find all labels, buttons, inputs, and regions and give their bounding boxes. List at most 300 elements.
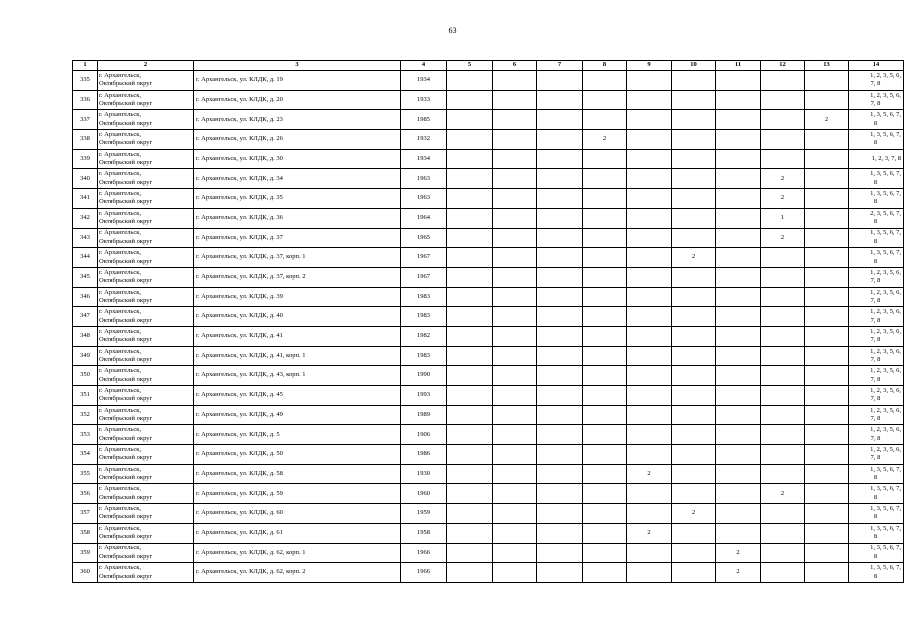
value-cell-col-9 bbox=[627, 189, 672, 209]
value-cell-col-11 bbox=[716, 445, 761, 465]
value-cell-col-9 bbox=[627, 543, 672, 563]
address-cell: г. Архангельск, ул. КЛДК, д. 61 bbox=[194, 523, 401, 543]
value-cell-col-10 bbox=[672, 169, 716, 189]
table-row bbox=[73, 248, 904, 268]
location-line: г. Архангельск, bbox=[99, 327, 141, 335]
value-cell-col-12 bbox=[761, 346, 805, 366]
location-line: г. Архангельск, bbox=[99, 446, 141, 453]
table-row bbox=[73, 189, 904, 209]
codes-line: 1, 3, 5, 6, 7, bbox=[870, 190, 901, 198]
row-number: 337 bbox=[73, 110, 98, 130]
value-cell-col-5 bbox=[447, 90, 493, 110]
value-cell-col-13 bbox=[805, 425, 849, 445]
value-cell-col-5 bbox=[447, 71, 493, 91]
value-cell-col-9 bbox=[627, 504, 672, 524]
value-cell-col-12 bbox=[761, 445, 805, 465]
value-cell-col-7 bbox=[537, 169, 583, 189]
year-cell: 1963 bbox=[401, 189, 447, 209]
value-cell-col-6 bbox=[493, 169, 537, 189]
value-cell-col-9 bbox=[627, 267, 672, 287]
value-cell-col-7 bbox=[537, 464, 583, 484]
location-line: Октябрьский округ bbox=[99, 198, 153, 206]
location-line: Октябрьский округ bbox=[99, 100, 153, 108]
codes-line: 1, 2, 3, 5, 6, bbox=[870, 308, 901, 316]
codes-line: 1, 2, 3, 5, 6, bbox=[870, 367, 901, 375]
value-cell-col-10 bbox=[672, 71, 716, 91]
codes-line: 8 bbox=[873, 493, 878, 501]
value-cell-col-11 bbox=[716, 366, 761, 386]
location-cell bbox=[98, 130, 194, 150]
address-cell: г. Архангельск, ул. КЛДК, д. 59 bbox=[194, 484, 401, 504]
codes-line: 7, 8 bbox=[870, 415, 881, 423]
codes-line: 7, 8 bbox=[870, 454, 881, 462]
location-line: г. Архангельск, bbox=[99, 131, 141, 138]
location-line: г. Архангельск, bbox=[99, 71, 141, 79]
value-cell-col-13: 2 bbox=[805, 110, 849, 130]
value-cell-col-11 bbox=[716, 130, 761, 150]
value-cell-col-10 bbox=[672, 464, 716, 484]
value-cell-col-11: 2 bbox=[716, 563, 761, 583]
value-cell-col-6 bbox=[493, 130, 537, 150]
value-cell-col-7 bbox=[537, 523, 583, 543]
codes-cell bbox=[849, 228, 904, 248]
value-cell-col-6 bbox=[493, 149, 537, 169]
codes-line: 8 bbox=[873, 257, 878, 265]
codes-line: 8 bbox=[873, 139, 878, 147]
value-cell-col-9 bbox=[627, 405, 672, 425]
value-cell-col-9 bbox=[627, 287, 672, 307]
year-cell: 1967 bbox=[401, 267, 447, 287]
value-cell-col-13 bbox=[805, 405, 849, 425]
table-row bbox=[73, 208, 904, 228]
value-cell-col-12 bbox=[761, 267, 805, 287]
codes-line: 1, 3, 5, 6, 7, bbox=[870, 249, 901, 257]
value-cell-col-5 bbox=[447, 543, 493, 563]
value-cell-col-5 bbox=[447, 189, 493, 209]
value-cell-col-8 bbox=[583, 346, 627, 366]
location-cell bbox=[98, 543, 194, 563]
value-cell-col-9 bbox=[627, 149, 672, 169]
value-cell-col-9 bbox=[627, 228, 672, 248]
address-cell: г. Архангельск, ул. КЛДК, д. 49 bbox=[194, 405, 401, 425]
row-number: 360 bbox=[73, 563, 98, 583]
codes-line: 8 bbox=[873, 119, 878, 127]
value-cell-col-5 bbox=[447, 110, 493, 130]
value-cell-col-10 bbox=[672, 346, 716, 366]
row-number: 359 bbox=[73, 543, 98, 563]
codes-line: 8 bbox=[873, 552, 878, 560]
value-cell-col-6 bbox=[493, 504, 537, 524]
value-cell-col-7 bbox=[537, 445, 583, 465]
row-number: 349 bbox=[73, 346, 98, 366]
codes-cell bbox=[849, 208, 904, 228]
value-cell-col-13 bbox=[805, 208, 849, 228]
value-cell-col-6 bbox=[493, 248, 537, 268]
value-cell-col-8 bbox=[583, 464, 627, 484]
value-cell-col-7 bbox=[537, 543, 583, 563]
row-number: 342 bbox=[73, 208, 98, 228]
row-number: 346 bbox=[73, 287, 98, 307]
value-cell-col-12 bbox=[761, 307, 805, 327]
codes-cell bbox=[849, 504, 904, 524]
value-cell-col-5 bbox=[447, 208, 493, 228]
location-line: г. Архангельск, bbox=[99, 308, 141, 316]
value-cell-col-5 bbox=[447, 287, 493, 307]
value-cell-col-7 bbox=[537, 130, 583, 150]
address-cell: г. Архангельск, ул. КЛДК, д. 34 bbox=[194, 169, 401, 189]
value-cell-col-5 bbox=[447, 366, 493, 386]
value-cell-col-6 bbox=[493, 287, 537, 307]
value-cell-col-11 bbox=[716, 208, 761, 228]
value-cell-col-8 bbox=[583, 208, 627, 228]
row-number: 357 bbox=[73, 504, 98, 524]
row-number: 340 bbox=[73, 169, 98, 189]
value-cell-col-10 bbox=[672, 523, 716, 543]
value-cell-col-13 bbox=[805, 90, 849, 110]
value-cell-col-13 bbox=[805, 149, 849, 169]
codes-line: 1, 2, 3, 5, 6, bbox=[870, 71, 901, 79]
value-cell-col-5 bbox=[447, 405, 493, 425]
location-cell bbox=[98, 405, 194, 425]
value-cell-col-11 bbox=[716, 71, 761, 91]
address-cell: г. Архангельск, ул. КЛДК, д. 45 bbox=[194, 386, 401, 406]
value-cell-col-7 bbox=[537, 386, 583, 406]
value-cell-col-6 bbox=[493, 208, 537, 228]
table-row bbox=[73, 90, 904, 110]
row-number: 352 bbox=[73, 405, 98, 425]
value-cell-col-9 bbox=[627, 386, 672, 406]
codes-cell bbox=[849, 445, 904, 465]
value-cell-col-10 bbox=[672, 445, 716, 465]
table-row bbox=[73, 307, 904, 327]
value-cell-col-9 bbox=[627, 346, 672, 366]
location-line: Октябрьский округ bbox=[99, 395, 153, 403]
value-cell-col-9 bbox=[627, 248, 672, 268]
location-cell bbox=[98, 326, 194, 346]
value-cell-col-12 bbox=[761, 287, 805, 307]
row-number: 341 bbox=[73, 189, 98, 209]
row-number: 339 bbox=[73, 149, 98, 169]
location-line: г. Архангельск, bbox=[99, 111, 141, 119]
codes-line: 1, 3, 5, 6, 7, bbox=[870, 564, 901, 572]
value-cell-col-6 bbox=[493, 110, 537, 130]
location-cell bbox=[98, 267, 194, 287]
value-cell-col-7 bbox=[537, 563, 583, 583]
value-cell-col-9 bbox=[627, 484, 672, 504]
location-line: г. Архангельск, bbox=[99, 91, 141, 99]
value-cell-col-11: 2 bbox=[716, 543, 761, 563]
address-cell: г. Архангельск, ул. КЛДК, д. 41 bbox=[194, 326, 401, 346]
value-cell-col-8 bbox=[583, 248, 627, 268]
address-cell: г. Архангельск, ул. КЛДК, д. 41, корп. 1 bbox=[194, 346, 401, 366]
table-row bbox=[73, 523, 904, 543]
value-cell-col-11 bbox=[716, 228, 761, 248]
value-cell-col-13 bbox=[805, 346, 849, 366]
codes-cell bbox=[849, 563, 904, 583]
value-cell-col-6 bbox=[493, 267, 537, 287]
address-cell: г. Архангельск, ул. КЛДК, д. 39 bbox=[194, 287, 401, 307]
table-row bbox=[73, 110, 904, 130]
value-cell-col-7 bbox=[537, 366, 583, 386]
value-cell-col-6 bbox=[493, 228, 537, 248]
year-cell: 1993 bbox=[401, 386, 447, 406]
address-cell: г. Архангельск, ул. КЛДК, д. 30 bbox=[194, 149, 401, 169]
col-header-14: 14 bbox=[849, 61, 904, 71]
codes-line: 1, 2, 3, 5, 6, bbox=[870, 288, 901, 296]
value-cell-col-12 bbox=[761, 425, 805, 445]
value-cell-col-12 bbox=[761, 149, 805, 169]
value-cell-col-10: 2 bbox=[672, 248, 716, 268]
codes-line: 1, 3, 5, 6, 7, bbox=[870, 170, 901, 178]
table-row bbox=[73, 563, 904, 583]
location-cell bbox=[98, 71, 194, 91]
address-cell: г. Архангельск, ул. КЛДК, д. 60 bbox=[194, 504, 401, 524]
address-cell: г. Архангельск, ул. КЛДК, д. 62, корп. 2 bbox=[194, 563, 401, 583]
value-cell-col-8 bbox=[583, 71, 627, 91]
year-cell: 1990 bbox=[401, 366, 447, 386]
codes-line: 7, 8 bbox=[870, 316, 881, 324]
value-cell-col-10 bbox=[672, 189, 716, 209]
address-cell: г. Архангельск, ул. КЛДК, д. 37, корп. 2 bbox=[194, 267, 401, 287]
location-line: Октябрьский округ bbox=[99, 237, 153, 245]
location-line: Октябрьский округ bbox=[99, 159, 153, 167]
value-cell-col-8 bbox=[583, 267, 627, 287]
codes-cell bbox=[849, 346, 904, 366]
value-cell-col-5 bbox=[447, 523, 493, 543]
location-line: г. Архангельск, bbox=[99, 209, 141, 217]
year-cell: 1963 bbox=[401, 169, 447, 189]
table-body bbox=[73, 71, 904, 583]
codes-line: 1, 3, 5, 6, 7, bbox=[870, 524, 901, 532]
location-line: Октябрьский округ bbox=[99, 218, 153, 226]
location-line: Октябрьский округ bbox=[99, 178, 153, 186]
codes-line: 8 bbox=[873, 533, 878, 541]
year-cell: 1934 bbox=[401, 149, 447, 169]
codes-cell bbox=[849, 523, 904, 543]
value-cell-col-11 bbox=[716, 110, 761, 130]
value-cell-col-11 bbox=[716, 386, 761, 406]
value-cell-col-10 bbox=[672, 90, 716, 110]
year-cell: 1983 bbox=[401, 346, 447, 366]
value-cell-col-9 bbox=[627, 110, 672, 130]
value-cell-col-8 bbox=[583, 189, 627, 209]
col-header-2: 2 bbox=[98, 61, 194, 71]
address-cell: г. Архангельск, ул. КЛДК, д. 37 bbox=[194, 228, 401, 248]
value-cell-col-5 bbox=[447, 504, 493, 524]
location-cell bbox=[98, 366, 194, 386]
codes-line: 8 bbox=[873, 178, 878, 186]
header-row bbox=[73, 61, 904, 71]
row-number: 354 bbox=[73, 445, 98, 465]
codes-line: 7, 8 bbox=[870, 355, 881, 363]
value-cell-col-7 bbox=[537, 405, 583, 425]
value-cell-col-13 bbox=[805, 484, 849, 504]
value-cell-col-7 bbox=[537, 484, 583, 504]
codes-line: 7, 8 bbox=[870, 375, 881, 383]
value-cell-col-13 bbox=[805, 307, 849, 327]
value-cell-col-12 bbox=[761, 563, 805, 583]
value-cell-col-12 bbox=[761, 464, 805, 484]
codes-cell bbox=[849, 405, 904, 425]
value-cell-col-9 bbox=[627, 445, 672, 465]
address-cell: г. Архангельск, ул. КЛДК, д. 20 bbox=[194, 90, 401, 110]
col-header-7: 7 bbox=[537, 61, 583, 71]
codes-cell bbox=[849, 307, 904, 327]
codes-line: 7, 8 bbox=[870, 80, 881, 88]
value-cell-col-8 bbox=[583, 326, 627, 346]
codes-line: 1, 2, 3, 5, 6, bbox=[870, 426, 901, 434]
value-cell-col-13 bbox=[805, 504, 849, 524]
codes-cell bbox=[849, 248, 904, 268]
value-cell-col-7 bbox=[537, 71, 583, 91]
value-cell-col-9 bbox=[627, 366, 672, 386]
value-cell-col-8 bbox=[583, 110, 627, 130]
col-header-8: 8 bbox=[583, 61, 627, 71]
address-cell: г. Архангельск, ул. КЛДК, д. 58 bbox=[194, 464, 401, 484]
codes-line: 1, 2, 3, 5, 6, bbox=[870, 327, 901, 335]
codes-cell bbox=[849, 149, 904, 169]
value-cell-col-11 bbox=[716, 326, 761, 346]
row-number: 345 bbox=[73, 267, 98, 287]
location-cell bbox=[98, 208, 194, 228]
value-cell-col-10 bbox=[672, 149, 716, 169]
codes-line: 7, 8 bbox=[870, 100, 881, 108]
location-line: г. Архангельск, bbox=[99, 386, 141, 394]
year-cell: 1966 bbox=[401, 563, 447, 583]
value-cell-col-7 bbox=[537, 110, 583, 130]
value-cell-col-9 bbox=[627, 563, 672, 583]
codes-line: 8 bbox=[873, 572, 878, 580]
location-cell bbox=[98, 169, 194, 189]
value-cell-col-8 bbox=[583, 445, 627, 465]
location-line: Октябрьский округ bbox=[99, 316, 153, 324]
table-row bbox=[73, 543, 904, 563]
value-cell-col-7 bbox=[537, 307, 583, 327]
location-cell bbox=[98, 287, 194, 307]
year-cell: 1958 bbox=[401, 523, 447, 543]
value-cell-col-7 bbox=[537, 425, 583, 445]
table-row bbox=[73, 445, 904, 465]
year-cell: 1930 bbox=[401, 464, 447, 484]
value-cell-col-9: 2 bbox=[627, 464, 672, 484]
value-cell-col-12 bbox=[761, 71, 805, 91]
location-line: Октябрьский округ bbox=[99, 493, 153, 501]
value-cell-col-7 bbox=[537, 149, 583, 169]
row-number: 338 bbox=[73, 130, 98, 150]
year-cell: 1965 bbox=[401, 228, 447, 248]
value-cell-col-9 bbox=[627, 169, 672, 189]
value-cell-col-11 bbox=[716, 169, 761, 189]
page-number: 63 bbox=[448, 26, 457, 35]
value-cell-col-12: 2 bbox=[761, 484, 805, 504]
location-line: Октябрьский округ bbox=[99, 336, 153, 344]
location-line: Октябрьский округ bbox=[99, 80, 153, 88]
value-cell-col-8 bbox=[583, 405, 627, 425]
location-line: г. Архангельск, bbox=[99, 465, 141, 473]
codes-cell bbox=[849, 425, 904, 445]
row-number: 335 bbox=[73, 71, 98, 91]
value-cell-col-13 bbox=[805, 523, 849, 543]
location-line: г. Архангельск, bbox=[99, 347, 141, 355]
value-cell-col-10 bbox=[672, 208, 716, 228]
value-cell-col-11 bbox=[716, 287, 761, 307]
value-cell-col-6 bbox=[493, 366, 537, 386]
value-cell-col-5 bbox=[447, 563, 493, 583]
value-cell-col-12 bbox=[761, 248, 805, 268]
codes-line: 8 bbox=[873, 237, 878, 245]
table-row bbox=[73, 425, 904, 445]
value-cell-col-11 bbox=[716, 523, 761, 543]
value-cell-col-11 bbox=[716, 425, 761, 445]
codes-cell bbox=[849, 386, 904, 406]
codes-cell bbox=[849, 90, 904, 110]
location-line: г. Архангельск, bbox=[99, 505, 141, 513]
location-line: г. Архангельск, bbox=[99, 485, 141, 493]
location-cell bbox=[98, 90, 194, 110]
value-cell-col-6 bbox=[493, 90, 537, 110]
value-cell-col-6 bbox=[493, 563, 537, 583]
year-cell: 1959 bbox=[401, 504, 447, 524]
value-cell-col-13 bbox=[805, 228, 849, 248]
address-cell: г. Архангельск, ул. КЛДК, д. 26 bbox=[194, 130, 401, 150]
value-cell-col-8 bbox=[583, 366, 627, 386]
row-number: 348 bbox=[73, 326, 98, 346]
location-line: г. Архангельск, bbox=[99, 170, 141, 178]
value-cell-col-11 bbox=[716, 464, 761, 484]
location-line: Октябрьский округ bbox=[99, 533, 153, 541]
value-cell-col-12 bbox=[761, 523, 805, 543]
value-cell-col-7 bbox=[537, 208, 583, 228]
location-line: г. Архангельск, bbox=[99, 190, 141, 198]
location-cell bbox=[98, 248, 194, 268]
address-cell: г. Архангельск, ул. КЛДК, д. 43, корп. 1 bbox=[194, 366, 401, 386]
row-number: 356 bbox=[73, 484, 98, 504]
value-cell-col-9 bbox=[627, 71, 672, 91]
value-cell-col-8 bbox=[583, 563, 627, 583]
value-cell-col-11 bbox=[716, 149, 761, 169]
col-header-5: 5 bbox=[447, 61, 493, 71]
value-cell-col-9 bbox=[627, 130, 672, 150]
codes-cell bbox=[849, 543, 904, 563]
value-cell-col-10 bbox=[672, 130, 716, 150]
row-number: 358 bbox=[73, 523, 98, 543]
year-cell: 1983 bbox=[401, 287, 447, 307]
codes-cell bbox=[849, 71, 904, 91]
value-cell-col-5 bbox=[447, 484, 493, 504]
row-number: 344 bbox=[73, 248, 98, 268]
value-cell-col-13 bbox=[805, 563, 849, 583]
value-cell-col-8 bbox=[583, 228, 627, 248]
value-cell-col-10 bbox=[672, 386, 716, 406]
codes-line: 8 bbox=[873, 198, 878, 206]
codes-line: 1, 3, 5, 6, 7, bbox=[870, 544, 901, 552]
row-number: 336 bbox=[73, 90, 98, 110]
value-cell-col-5 bbox=[447, 248, 493, 268]
value-cell-col-9 bbox=[627, 307, 672, 327]
value-cell-col-13 bbox=[805, 248, 849, 268]
value-cell-col-12 bbox=[761, 386, 805, 406]
value-cell-col-5 bbox=[447, 149, 493, 169]
table-row bbox=[73, 267, 904, 287]
codes-cell bbox=[849, 287, 904, 307]
location-cell bbox=[98, 346, 194, 366]
value-cell-col-13 bbox=[805, 326, 849, 346]
codes-line: 1, 3, 5, 6, 7, bbox=[870, 229, 901, 237]
value-cell-col-11 bbox=[716, 405, 761, 425]
address-cell: г. Архангельск, ул. КЛДК, д. 23 bbox=[194, 110, 401, 130]
value-cell-col-7 bbox=[537, 90, 583, 110]
year-cell: 1967 bbox=[401, 248, 447, 268]
